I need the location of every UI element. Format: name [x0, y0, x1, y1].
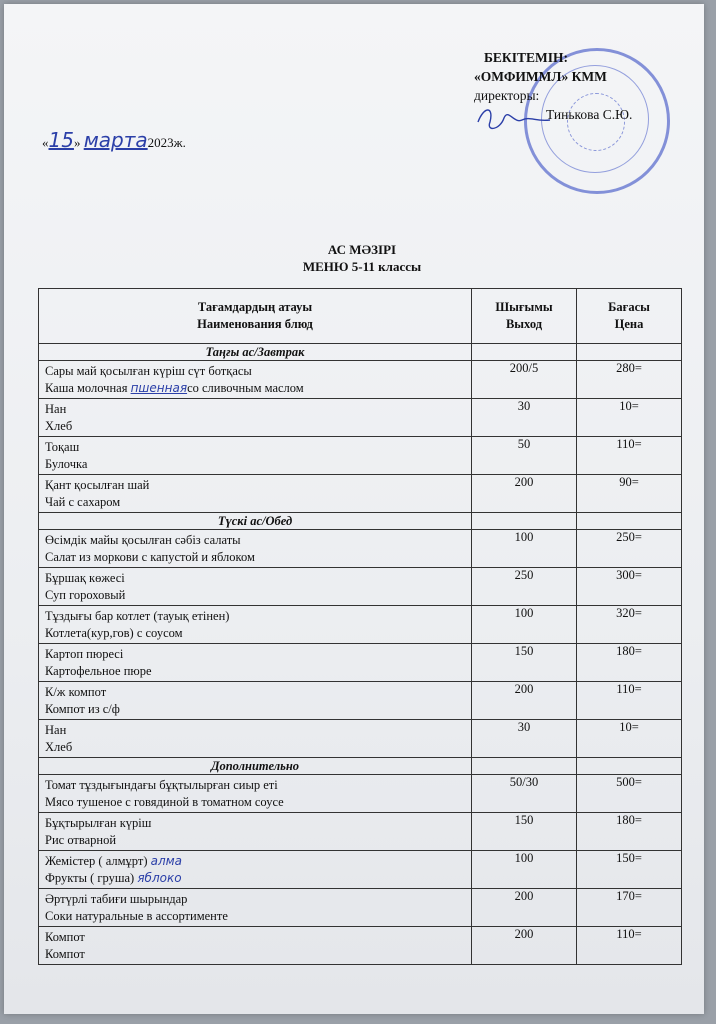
- table-row: Тұздығы бар котлет (тауық етінен) Котлета(кур,гов) с соусом 100 320=: [39, 606, 682, 644]
- document-date: [42, 128, 186, 152]
- table-row: Бұршақ көжесі Суп гороховый 250 300=: [39, 568, 682, 606]
- approval-role: директоры:: [474, 88, 540, 103]
- table-row: Бұқтырылған күріш Рис отварной 150 180=: [39, 813, 682, 851]
- date-month: марта: [83, 128, 148, 152]
- table-row: Әртүрлі табиғи шырындар Соки натуральные в ассортименте 200 170=: [39, 889, 682, 927]
- section-row-additional: Дополнительно: [39, 758, 682, 775]
- table-row: К/ж компот Компот из с/ф 200 110=: [39, 682, 682, 720]
- header-price: Бағасы Цена: [577, 289, 682, 344]
- section-row-lunch: Түскі ас/Обед: [39, 513, 682, 530]
- date-year: 2023ж.: [147, 135, 186, 150]
- table-row: Томат тұздығындағы бұқтылырған сиыр еті Мясо тушеное с говядиной в томатном соусе 50/30 500=: [39, 775, 682, 813]
- handwritten-note: пшенная: [130, 381, 188, 395]
- date-day: 15: [48, 128, 74, 152]
- header-name: Тағамдардың атауы Наименования блюд: [39, 289, 472, 344]
- menu-title-kz: АС МӘЗІРІ: [327, 242, 397, 257]
- table-row: Картоп пюресі Картофельное пюре 150 180=: [39, 644, 682, 682]
- table-row: Компот Компот 200 110=: [39, 927, 682, 965]
- section-row-breakfast: Таңғы ас/Завтрак: [39, 344, 682, 361]
- header-qty: Шығымы Выход: [472, 289, 577, 344]
- approval-director-name: Тинькова С.Ю.: [546, 107, 633, 122]
- approval-block: [474, 48, 694, 124]
- handwritten-note: яблоко: [137, 871, 182, 885]
- approval-organization: «ОМФИММЛ» КММ: [474, 69, 607, 84]
- table-row: Қант қосылған шай Чай с сахаром 200 90=: [39, 475, 682, 513]
- menu-table: [38, 288, 682, 965]
- table-row: Өсімдік майы қосылған сәбіз салаты Салат из моркови с капустой и яблоком 100 250=: [39, 530, 682, 568]
- menu-title-ru: МЕНЮ 5-11 классы: [302, 259, 422, 274]
- table-header-row: [39, 289, 682, 344]
- table-row: Нан Хлеб 30 10=: [39, 720, 682, 758]
- approval-heading: БЕКІТЕМІН:: [484, 50, 568, 65]
- date-close-quote: »: [73, 135, 81, 150]
- document-page: [4, 4, 704, 1014]
- handwritten-note: алма: [150, 854, 183, 868]
- table-row: Тоқаш Булочка 50 110=: [39, 437, 682, 475]
- table-row: Нан Хлеб 30 10=: [39, 399, 682, 437]
- table-row: Сары май қосылған күріш сүт ботқасы Каша молочная пшеннаясо сливочным маслом 200/5 280=: [39, 361, 682, 399]
- table-row: Жемістер ( алмұрт) алма Фрукты ( груша) яблоко 100 150=: [39, 851, 682, 889]
- date-open-quote: «: [42, 135, 49, 150]
